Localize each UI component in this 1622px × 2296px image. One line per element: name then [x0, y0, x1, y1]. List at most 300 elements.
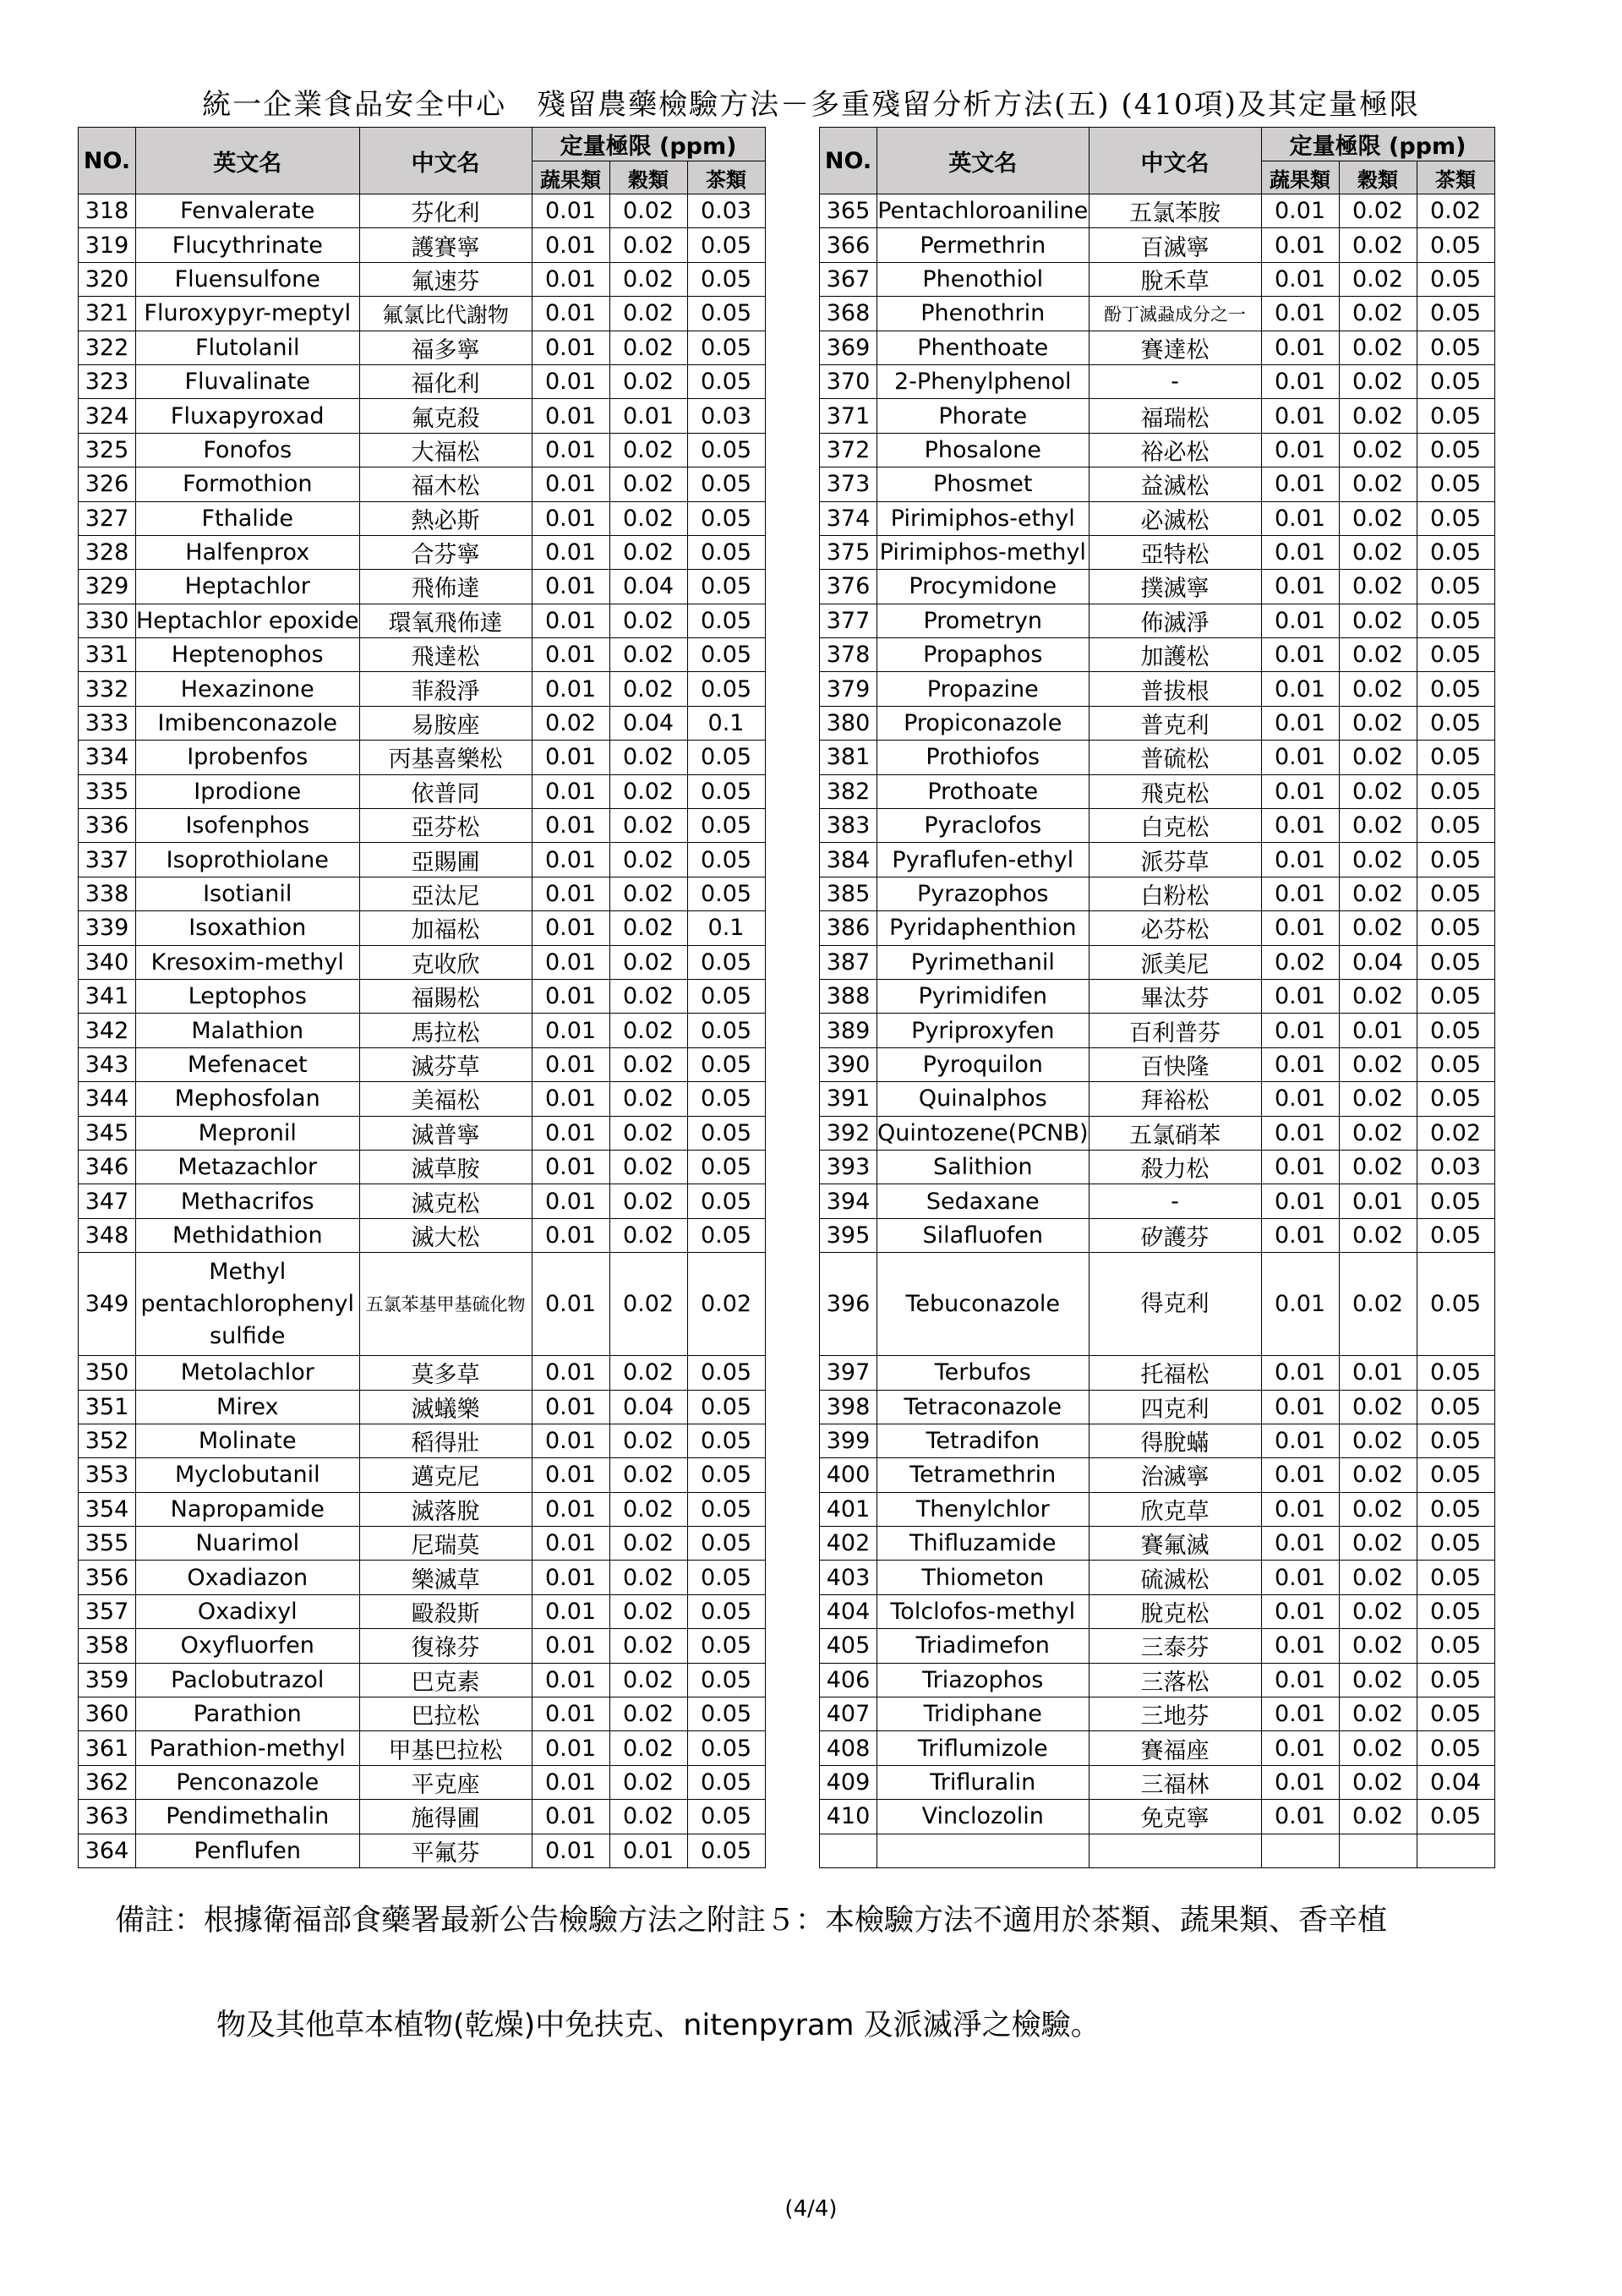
cell-no: 394 [820, 1184, 877, 1218]
cell-limit-grains: 0.02 [1339, 1116, 1417, 1150]
cell-limit-grains: 0.01 [609, 1834, 687, 1867]
cell-no: 341 [79, 979, 136, 1013]
cell-limit-tea: 0.05 [1417, 809, 1494, 843]
cell-limit-grains: 0.01 [1339, 1184, 1417, 1218]
cell-english-name: Methidathion [136, 1218, 360, 1252]
cell-limit-vegetables-fruits: 0.01 [532, 911, 609, 945]
cell-no: 393 [820, 1150, 877, 1184]
table-row [820, 1116, 1495, 1150]
cell-no: 372 [820, 433, 877, 467]
table-row [820, 774, 1495, 808]
cell-limit-vegetables-fruits: 0.01 [1261, 1047, 1339, 1081]
cell-limit-grains: 0.02 [609, 364, 687, 398]
cell-limit-vegetables-fruits: 0.01 [1261, 399, 1339, 433]
cell-no: 352 [79, 1424, 136, 1457]
cell-english-name: Oxadiazon [136, 1561, 360, 1594]
cell-chinese-name: 白粉松 [1089, 877, 1261, 910]
cell-chinese-name: 飛佈達 [359, 570, 532, 604]
cell-english-name: Fluxapyroxad [136, 399, 360, 433]
cell-no: 359 [79, 1663, 136, 1697]
cell-no: 391 [820, 1082, 877, 1116]
cell-no: 322 [79, 331, 136, 364]
cell-english-name: Parathion [136, 1697, 360, 1731]
table-row [820, 1356, 1495, 1390]
cell-limit-grains: 0.02 [1339, 809, 1417, 843]
cell-no: 369 [820, 331, 877, 364]
cell-limit-vegetables-fruits: 0.01 [1261, 228, 1339, 262]
cell-limit-grains: 0.02 [609, 741, 687, 774]
table-row [79, 194, 766, 228]
cell-chinese-name: 三落松 [1089, 1663, 1261, 1697]
cell-limit-vegetables-fruits: 0.01 [1261, 672, 1339, 706]
cell-chinese-name: 賽達松 [1089, 331, 1261, 364]
cell-chinese-name: 欣克草 [1089, 1492, 1261, 1526]
cell-chinese-name: 莫多草 [359, 1356, 532, 1390]
cell-no: 384 [820, 843, 877, 877]
cell-english-name: Fluroxypyr-meptyl [136, 297, 360, 331]
cell-no: 343 [79, 1047, 136, 1081]
cell-limit-grains: 0.02 [1339, 774, 1417, 808]
table-row [79, 297, 766, 331]
cell-english-name: Triflumizole [877, 1731, 1090, 1765]
cell-limit-tea: 0.05 [1417, 1527, 1494, 1561]
cell-no: 333 [79, 706, 136, 740]
cell-chinese-name: 合芬寧 [359, 535, 532, 569]
table-row [820, 1527, 1495, 1561]
cell-limit-vegetables-fruits: 0.01 [532, 945, 609, 979]
cell-limit-grains: 0.02 [609, 979, 687, 1013]
cell-no: 334 [79, 741, 136, 774]
cell-limit-tea: 0.03 [687, 194, 765, 228]
cell-chinese-name: 稻得壯 [359, 1424, 532, 1457]
cell-chinese-name: 派美尼 [1089, 945, 1261, 979]
cell-limit-grains: 0.02 [609, 1594, 687, 1628]
limits-table-left [78, 127, 766, 1868]
cell-limit-vegetables-fruits: 0.01 [1261, 1253, 1339, 1356]
cell-limit-tea: 0.05 [687, 364, 765, 398]
cell-limit-grains: 0.02 [1339, 1800, 1417, 1834]
cell-english-name: Pyrimethanil [877, 945, 1090, 979]
cell-english-name: Oxadixyl [136, 1594, 360, 1628]
cell-limit-grains: 0.02 [609, 1047, 687, 1081]
cell-no: 405 [820, 1629, 877, 1663]
table-row [820, 1390, 1495, 1424]
cell-chinese-name: 治滅寧 [1089, 1458, 1261, 1492]
cell-limit-vegetables-fruits: 0.01 [532, 194, 609, 228]
table-row [820, 262, 1495, 296]
cell-chinese-name: 滅普寧 [359, 1116, 532, 1150]
cell-english-name: Parathion-methyl [136, 1731, 360, 1765]
header-chinese-name: 中文名 [359, 128, 532, 194]
cell-no: 344 [79, 1082, 136, 1116]
table-row [820, 1150, 1495, 1184]
cell-chinese-name: 巴拉松 [359, 1697, 532, 1731]
cell-limit-tea: 0.02 [1417, 1116, 1494, 1150]
cell-limit-vegetables-fruits: 0.01 [1261, 297, 1339, 331]
table-row [820, 1663, 1495, 1697]
cell-english-name: Propazine [877, 672, 1090, 706]
cell-limit-vegetables-fruits: 0.01 [532, 1663, 609, 1697]
cell-english-name: Pendimethalin [136, 1800, 360, 1834]
cell-no: 379 [820, 672, 877, 706]
cell-limit-grains: 0.04 [609, 1390, 687, 1424]
cell-limit-grains: 0.02 [1339, 297, 1417, 331]
cell-chinese-name: 滅草胺 [359, 1150, 532, 1184]
cell-limit-grains: 0.02 [1339, 741, 1417, 774]
cell-limit-grains: 0.02 [609, 604, 687, 637]
cell-chinese-name: 芬化利 [359, 194, 532, 228]
cell-limit-vegetables-fruits: 0.01 [532, 1492, 609, 1526]
cell-no: 410 [820, 1800, 877, 1834]
table-row [820, 1458, 1495, 1492]
cell-chinese-name: - [1089, 1184, 1261, 1218]
cell-english-name: Tetraconazole [877, 1390, 1090, 1424]
cell-english-name: Quinalphos [877, 1082, 1090, 1116]
table-row [79, 1082, 766, 1116]
cell-english-name: Imibenconazole [136, 706, 360, 740]
cell-limit-vegetables-fruits: 0.01 [532, 535, 609, 569]
cell-english-name: Propaphos [877, 638, 1090, 672]
table-row [820, 433, 1495, 467]
cell-limit-vegetables-fruits: 0.01 [1261, 877, 1339, 910]
cell-limit-tea: 0.05 [687, 843, 765, 877]
table-row [79, 501, 766, 535]
cell-limit-grains: 0.02 [1339, 1150, 1417, 1184]
cell-limit-vegetables-fruits: 0.01 [532, 774, 609, 808]
cell-limit-tea: 0.05 [1417, 1800, 1494, 1834]
table-row [820, 638, 1495, 672]
cell-chinese-name: 三福林 [1089, 1765, 1261, 1799]
cell-limit-vegetables-fruits: 0.01 [1261, 501, 1339, 535]
cell-chinese-name: 福化利 [359, 364, 532, 398]
cell-english-name: Fenvalerate [136, 194, 360, 228]
cell-no: 407 [820, 1697, 877, 1731]
header-vegetables-fruits: 蔬果類 [1261, 161, 1339, 194]
cell-limit-vegetables-fruits: 0.01 [1261, 843, 1339, 877]
cell-limit-grains: 0.02 [609, 1697, 687, 1731]
cell-limit-tea: 0.05 [1417, 911, 1494, 945]
cell-chinese-name: 亞賜圃 [359, 843, 532, 877]
table-row [820, 1731, 1495, 1765]
cell-limit-grains: 0.02 [1339, 1492, 1417, 1526]
table-row [79, 1184, 766, 1218]
cell-limit-tea: 0.05 [1417, 979, 1494, 1013]
table-row [820, 741, 1495, 774]
header-vegetables-fruits: 蔬果類 [532, 161, 609, 194]
cell-limit-tea: 0.05 [1417, 1047, 1494, 1081]
cell-limit-grains: 0.01 [1339, 1356, 1417, 1390]
limits-table-right [819, 127, 1495, 1868]
header-grains: 穀類 [609, 161, 687, 194]
cell-english-name: Quintozene(PCNB) [877, 1116, 1090, 1150]
cell-chinese-name [1089, 1834, 1261, 1867]
cell-limit-tea: 0.03 [1417, 1150, 1494, 1184]
cell-limit-tea: 0.05 [687, 979, 765, 1013]
cell-limit-tea: 0.05 [1417, 1184, 1494, 1218]
table-row [820, 1082, 1495, 1116]
table-row [820, 1014, 1495, 1047]
cell-limit-tea: 0.05 [687, 1800, 765, 1834]
cell-limit-vegetables-fruits: 0.01 [1261, 741, 1339, 774]
cell-chinese-name: 三泰芬 [1089, 1629, 1261, 1663]
cell-limit-vegetables-fruits: 0.01 [532, 1014, 609, 1047]
cell-no: 374 [820, 501, 877, 535]
cell-limit-vegetables-fruits: 0.01 [1261, 433, 1339, 467]
cell-no: 364 [79, 1834, 136, 1867]
cell-limit-tea: 0.05 [1417, 467, 1494, 501]
table-row [79, 945, 766, 979]
cell-limit-grains: 0.02 [609, 1424, 687, 1457]
cell-limit-grains: 0.02 [1339, 979, 1417, 1013]
cell-no: 396 [820, 1253, 877, 1356]
cell-no: 347 [79, 1184, 136, 1218]
cell-english-name: Propiconazole [877, 706, 1090, 740]
cell-chinese-name: 畢汰芬 [1089, 979, 1261, 1013]
cell-no: 337 [79, 843, 136, 877]
cell-limit-tea: 0.05 [1417, 228, 1494, 262]
cell-chinese-name: 滅芬草 [359, 1047, 532, 1081]
table-row [820, 1561, 1495, 1594]
cell-no: 339 [79, 911, 136, 945]
cell-chinese-name: 福賜松 [359, 979, 532, 1013]
cell-english-name: Pyrimidifen [877, 979, 1090, 1013]
cell-no: 392 [820, 1116, 877, 1150]
cell-no: 360 [79, 1697, 136, 1731]
cell-chinese-name: 三地芬 [1089, 1697, 1261, 1731]
cell-limit-vegetables-fruits: 0.01 [532, 1253, 609, 1356]
cell-limit-tea: 0.05 [687, 467, 765, 501]
cell-limit-vegetables-fruits: 0.01 [532, 1697, 609, 1731]
cell-limit-tea: 0.05 [1417, 262, 1494, 296]
cell-limit-tea: 0.05 [687, 945, 765, 979]
cell-english-name: Salithion [877, 1150, 1090, 1184]
cell-limit-vegetables-fruits: 0.01 [1261, 194, 1339, 228]
cell-english-name: Mirex [136, 1390, 360, 1424]
cell-chinese-name: 脫克松 [1089, 1594, 1261, 1628]
cell-chinese-name: 五氯硝苯 [1089, 1116, 1261, 1150]
cell-english-name: Paclobutrazol [136, 1663, 360, 1697]
table-row [79, 672, 766, 706]
cell-limit-vegetables-fruits: 0.01 [1261, 1424, 1339, 1457]
cell-no: 361 [79, 1731, 136, 1765]
cell-limit-vegetables-fruits: 0.01 [1261, 604, 1339, 637]
cell-no: 385 [820, 877, 877, 910]
cell-limit-tea: 0.05 [1417, 364, 1494, 398]
cell-english-name: Fluvalinate [136, 364, 360, 398]
cell-limit-grains: 0.02 [609, 1218, 687, 1252]
cell-chinese-name: 托福松 [1089, 1356, 1261, 1390]
cell-english-name: Sedaxane [877, 1184, 1090, 1218]
cell-limit-tea: 0.05 [687, 672, 765, 706]
cell-english-name: Heptachlor [136, 570, 360, 604]
table-row [79, 1150, 766, 1184]
cell-english-name: Tebuconazole [877, 1253, 1090, 1356]
table-row [820, 604, 1495, 637]
cell-limit-grains: 0.02 [609, 1082, 687, 1116]
cell-chinese-name: 氟氯比代謝物 [359, 297, 532, 331]
cell-no: 371 [820, 399, 877, 433]
cell-limit-grains: 0.02 [1339, 570, 1417, 604]
cell-chinese-name: 必芬松 [1089, 911, 1261, 945]
cell-limit-tea: 0.04 [1417, 1765, 1494, 1799]
table-row [79, 979, 766, 1013]
table-row [820, 1424, 1495, 1457]
cell-english-name: Leptophos [136, 979, 360, 1013]
table-row [79, 228, 766, 262]
cell-english-name: Pirimiphos-ethyl [877, 501, 1090, 535]
cell-chinese-name: 佈滅淨 [1089, 604, 1261, 637]
cell-english-name: Tolclofos-methyl [877, 1594, 1090, 1628]
cell-chinese-name: 樂滅草 [359, 1561, 532, 1594]
cell-limit-grains: 0.02 [1339, 1424, 1417, 1457]
cell-no: 331 [79, 638, 136, 672]
cell-english-name: Thifluzamide [877, 1527, 1090, 1561]
cell-english-name: Flutolanil [136, 331, 360, 364]
cell-english-name: Pyrazophos [877, 877, 1090, 910]
cell-no: 336 [79, 809, 136, 843]
cell-limit-vegetables-fruits: 0.01 [532, 1150, 609, 1184]
cell-no: 375 [820, 535, 877, 569]
cell-no: 349 [79, 1253, 136, 1356]
table-body-right [820, 194, 1495, 1868]
cell-chinese-name: 平克座 [359, 1765, 532, 1799]
cell-no: 365 [820, 194, 877, 228]
cell-limit-tea: 0.05 [687, 638, 765, 672]
cell-limit-vegetables-fruits: 0.01 [1261, 809, 1339, 843]
cell-chinese-name: 普硫松 [1089, 741, 1261, 774]
cell-no: 404 [820, 1594, 877, 1628]
cell-chinese-name: 百快隆 [1089, 1047, 1261, 1081]
cell-chinese-name: 美福松 [359, 1082, 532, 1116]
cell-limit-tea: 0.1 [687, 706, 765, 740]
cell-english-name: Phosalone [877, 433, 1090, 467]
cell-limit-grains: 0.02 [609, 1561, 687, 1594]
cell-limit-vegetables-fruits: 0.01 [1261, 331, 1339, 364]
cell-limit-vegetables-fruits: 0.01 [1261, 638, 1339, 672]
cell-limit-grains: 0.02 [1339, 535, 1417, 569]
cell-english-name: Nuarimol [136, 1527, 360, 1561]
cell-limit-grains: 0.02 [609, 501, 687, 535]
cell-english-name: Pyraclofos [877, 809, 1090, 843]
cell-chinese-name: 裕必松 [1089, 433, 1261, 467]
table-row [79, 1765, 766, 1799]
cell-limit-tea: 0.05 [687, 1527, 765, 1561]
cell-chinese-name: 普克利 [1089, 706, 1261, 740]
table-row [820, 297, 1495, 331]
table-row [79, 1663, 766, 1697]
cell-no: 355 [79, 1527, 136, 1561]
cell-chinese-name: 福木松 [359, 467, 532, 501]
cell-limit-grains: 0.02 [609, 1527, 687, 1561]
cell-english-name: Triazophos [877, 1663, 1090, 1697]
cell-no: 332 [79, 672, 136, 706]
cell-no: 389 [820, 1014, 877, 1047]
cell-limit-tea: 0.05 [687, 741, 765, 774]
cell-limit-grains: 0.02 [609, 467, 687, 501]
cell-no: 318 [79, 194, 136, 228]
cell-no: 342 [79, 1014, 136, 1047]
cell-limit-grains: 0.02 [1339, 911, 1417, 945]
table-row [79, 1629, 766, 1663]
cell-chinese-name: 撲滅寧 [1089, 570, 1261, 604]
cell-limit-tea: 0.05 [1417, 945, 1494, 979]
table-row [820, 1800, 1495, 1834]
cell-limit-tea: 0.05 [1417, 1253, 1494, 1356]
table-body-left [79, 194, 766, 1868]
cell-english-name: Penconazole [136, 1765, 360, 1799]
table-row [820, 1629, 1495, 1663]
cell-english-name: Triadimefon [877, 1629, 1090, 1663]
cell-limit-grains: 0.02 [609, 911, 687, 945]
table-row [79, 467, 766, 501]
table-row [820, 1047, 1495, 1081]
cell-limit-vegetables-fruits: 0.01 [1261, 1561, 1339, 1594]
table-row [79, 1253, 766, 1356]
table-row [820, 1697, 1495, 1731]
cell-limit-grains: 0.02 [609, 638, 687, 672]
cell-chinese-name: 滅落脫 [359, 1492, 532, 1526]
cell-english-name: Kresoxim-methyl [136, 945, 360, 979]
cell-no: 383 [820, 809, 877, 843]
cell-english-name: Phenthoate [877, 331, 1090, 364]
cell-no: 403 [820, 1561, 877, 1594]
cell-english-name: Prothoate [877, 774, 1090, 808]
cell-chinese-name: 護賽寧 [359, 228, 532, 262]
cell-chinese-name: 滅大松 [359, 1218, 532, 1252]
cell-no: 373 [820, 467, 877, 501]
cell-limit-grains: 0.02 [609, 194, 687, 228]
cell-limit-tea: 0.05 [687, 433, 765, 467]
table-row [79, 843, 766, 877]
cell-limit-grains: 0.02 [1339, 1390, 1417, 1424]
cell-limit-vegetables-fruits: 0.01 [532, 433, 609, 467]
cell-chinese-name: 五氯苯基甲基硫化物 [359, 1253, 532, 1356]
cell-limit-tea: 0.05 [1417, 1356, 1494, 1390]
cell-english-name: Malathion [136, 1014, 360, 1047]
cell-limit-tea: 0.05 [687, 1594, 765, 1628]
cell-limit-tea: 0.05 [1417, 1629, 1494, 1663]
cell-limit-grains [1339, 1834, 1417, 1867]
cell-english-name: Fonofos [136, 433, 360, 467]
cell-limit-tea: 0.05 [1417, 672, 1494, 706]
table-row [79, 1697, 766, 1731]
table-row [79, 1014, 766, 1047]
cell-limit-grains: 0.02 [1339, 364, 1417, 398]
cell-chinese-name: 亞特松 [1089, 535, 1261, 569]
cell-limit-grains: 0.02 [1339, 1629, 1417, 1663]
table-row [79, 399, 766, 433]
cell-limit-tea: 0.05 [1417, 706, 1494, 740]
cell-limit-vegetables-fruits: 0.01 [532, 1458, 609, 1492]
cell-limit-vegetables-fruits: 0.01 [1261, 364, 1339, 398]
cell-limit-tea: 0.02 [1417, 194, 1494, 228]
page-number: (4/4) [784, 2196, 838, 2222]
cell-limit-grains: 0.02 [1339, 399, 1417, 433]
cell-limit-vegetables-fruits: 0.01 [1261, 774, 1339, 808]
cell-chinese-name: 拜裕松 [1089, 1082, 1261, 1116]
cell-chinese-name: 四克利 [1089, 1390, 1261, 1424]
table-row [79, 1492, 766, 1526]
cell-chinese-name: 百滅寧 [1089, 228, 1261, 262]
cell-limit-tea: 0.05 [1417, 501, 1494, 535]
cell-limit-vegetables-fruits: 0.01 [532, 262, 609, 296]
cell-limit-vegetables-fruits: 0.01 [532, 297, 609, 331]
table-row [79, 741, 766, 774]
cell-no: 326 [79, 467, 136, 501]
cell-limit-vegetables-fruits: 0.01 [1261, 1594, 1339, 1628]
cell-limit-grains: 0.02 [1339, 1082, 1417, 1116]
cell-limit-grains: 0.02 [609, 1800, 687, 1834]
